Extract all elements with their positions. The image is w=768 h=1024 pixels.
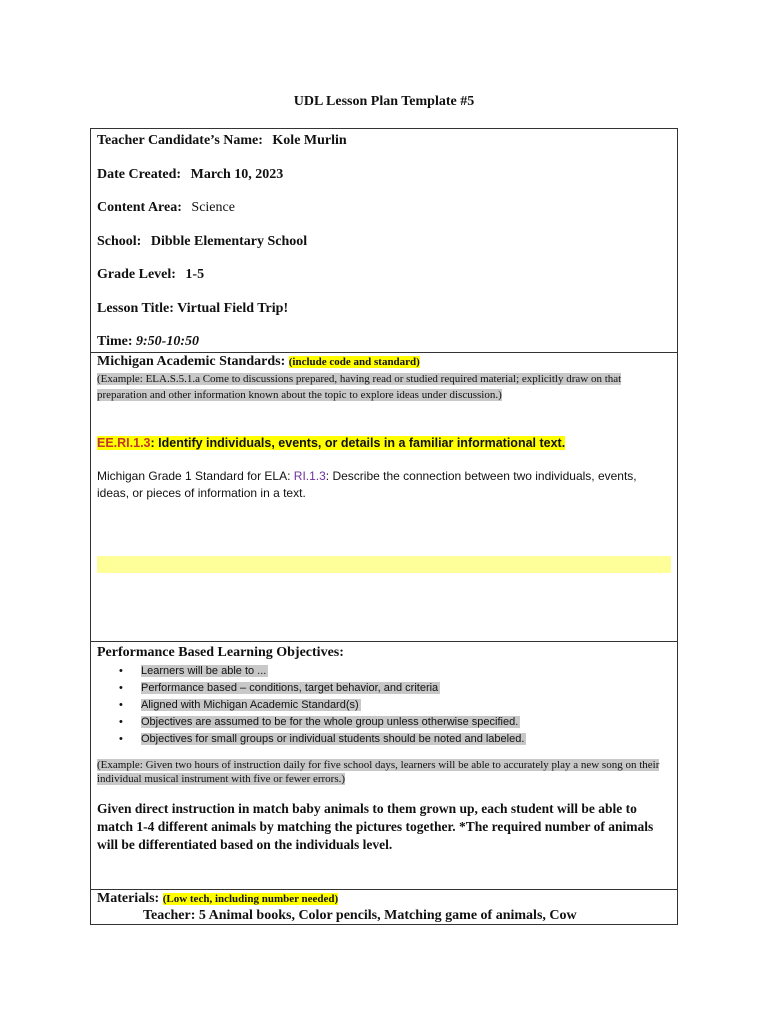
time-label: Time: — [97, 334, 133, 349]
standard-grade1-text: : Describe the connection between two individuals, events, ideas, or pieces of information in a text. — [97, 469, 637, 500]
objectives-example-text: (Example: Given two hours of instruction daily for five school days, learners will be able to accurately play a new song on their individual musical instrument with five or fewer errors.) — [97, 759, 660, 785]
standard-ee-ri-code: EE.RI.1.3 — [97, 436, 151, 450]
content-area-value: Science — [191, 200, 235, 215]
standards-heading — [97, 353, 671, 371]
standard-ee-ri-text: : Identify individuals, events, or details in a familiar informational text. — [150, 436, 566, 450]
grade-value: 1-5 — [185, 267, 205, 282]
bullet-text: Learners will be able to ... — [141, 665, 267, 677]
highlight-band — [97, 556, 671, 573]
lesson-title-label: Lesson Title: — [97, 300, 174, 316]
info-cell — [91, 129, 678, 353]
standard-grade1 — [97, 468, 671, 502]
school-label: School: — [97, 233, 142, 249]
content-area-label: Content Area: — [97, 200, 182, 215]
grade-row — [97, 265, 671, 299]
objectives-cell — [91, 642, 678, 890]
objectives-example — [97, 758, 671, 786]
materials-heading-label: Materials: — [97, 891, 160, 906]
time-value: 9:50-10:50 — [136, 334, 200, 349]
list-item — [141, 663, 671, 680]
standards-example — [97, 371, 671, 403]
objectives-bullet-list — [97, 663, 671, 748]
bullet-text: Objectives for small groups or individual students should be noted and labeled. — [141, 733, 525, 745]
standard-grade1-code: RI.1.3 — [293, 469, 326, 483]
lesson-plan-table — [90, 128, 678, 925]
standards-heading-note: (include code and standard) — [288, 356, 420, 368]
time-row — [97, 332, 671, 352]
lesson-title-row — [97, 299, 671, 333]
list-item — [141, 731, 671, 748]
document-title: UDL Lesson Plan Template #5 — [293, 94, 475, 109]
date-label: Date Created: — [97, 166, 182, 182]
date-row — [97, 165, 671, 199]
list-item — [141, 697, 671, 714]
candidate-value: Kole Murlin — [272, 133, 347, 148]
grade-label: Grade Level: — [97, 267, 176, 282]
lesson-title-value: Virtual Field Trip! — [177, 300, 289, 316]
bullet-text: Performance based – conditions, target behavior, and criteria — [141, 682, 439, 694]
standards-example-text: (Example: ELA.S.5.1.a Come to discussions prepared, having read or studied required material; explicitly draw on that preparation and other information known about the topic to explore ideas under discussion.) — [97, 373, 622, 401]
list-item — [141, 680, 671, 697]
materials-teacher-line: Teacher: 5 Animal books, Color pencils, Matching game of animals, Cow — [143, 908, 577, 923]
content-area-row — [97, 198, 671, 232]
date-value: March 10, 2023 — [190, 166, 284, 182]
standard-grade1-prefix: Michigan Grade 1 Standard for ELA: — [97, 469, 294, 483]
materials-heading-note: (Low tech, including number needed) — [162, 893, 339, 905]
objective-text: Given direct instruction in match baby animals to them grown up, each student will be able to match 1-4 different animals by matching the pictures together. *The required number of animals will be differentiated based on the individuals level. — [97, 801, 654, 852]
standards-heading-label: Michigan Academic Standards: — [97, 354, 286, 369]
materials-cell — [91, 890, 678, 925]
candidate-label: Teacher Candidate’s Name: — [97, 133, 263, 148]
candidate-row — [97, 131, 671, 165]
list-item — [141, 714, 671, 731]
bullet-text: Aligned with Michigan Academic Standard(s) — [141, 699, 359, 711]
objectives-heading: Performance Based Learning Objectives: — [97, 645, 344, 660]
school-row — [97, 232, 671, 266]
bullet-text: Objectives are assumed to be for the whole group unless otherwise specified. — [141, 716, 519, 728]
school-value: Dibble Elementary School — [150, 233, 308, 249]
standards-cell — [91, 353, 678, 642]
materials-heading — [97, 890, 671, 908]
standard-ee-ri — [97, 436, 671, 450]
